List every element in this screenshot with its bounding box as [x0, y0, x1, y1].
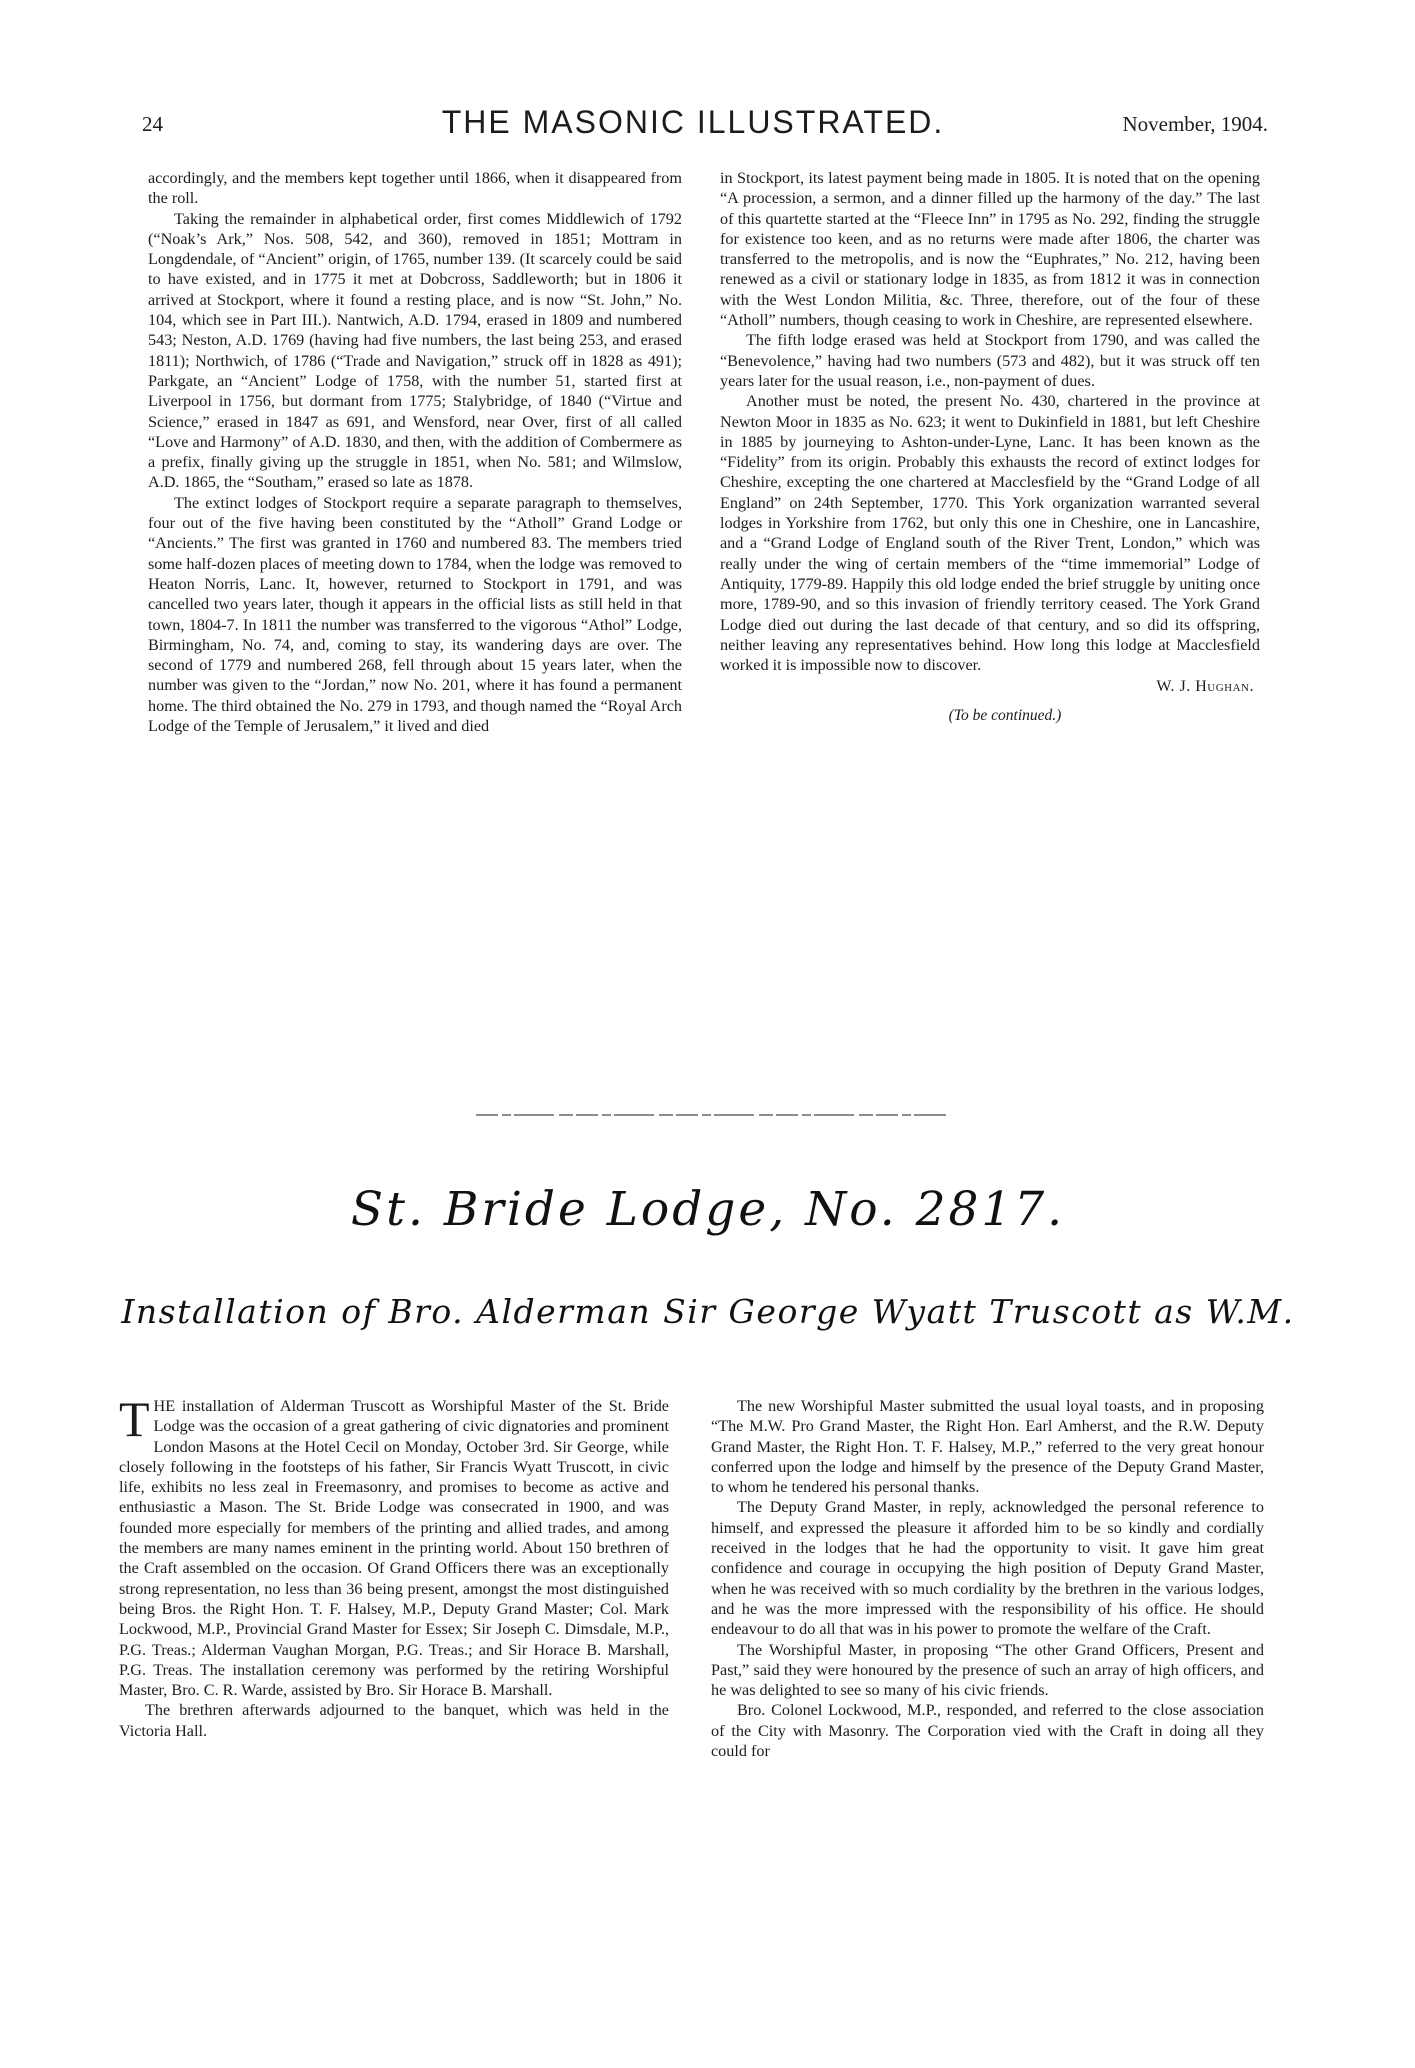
article-title: St. Bride Lodge, No. 2817.: [350, 1182, 1066, 1237]
issue-date: November, 1904.: [1122, 112, 1268, 136]
top-left-column: [148, 168, 682, 736]
paragraph: The new Worshipful Master submitted the usual loyal toasts, and in proposing “The M.W. Pro Grand Master, the Right Hon. Earl Amherst, and the R.W. Deputy Grand Master, the Right Hon. T. F. Halsey, M.P.,” referred to the very great honour conferred upon the lodge and himself by the presence of the Deputy Grand Master, to whom he tendered his personal thanks.: [711, 1397, 1264, 1497]
lead-paragraph: [119, 1391, 669, 1700]
author-signature: W. J. Hughan.: [1156, 678, 1254, 696]
paragraph: Bro. Colonel Lockwood, M.P., responded, and referred to the close association of the City with Masonry. The Corporation vied with the Craft in doing all they could for: [711, 1701, 1264, 1761]
paragraph: accordingly, and the members kept together until 1866, when it disappeared from the roll.: [148, 169, 682, 208]
paragraph: Taking the remainder in alphabetical order, first comes Middlewich of 1792 (“Noak’s Ark,” Nos. 508, 542, and 360), removed in 1851; Mottram in Longdendale, of “Ancient” origin, of 1765, number 139. (It scarcely could be said to have existed, and in 1775 it met at Dobcross, Saddleworth; but in 1806 it arrived at Stockport, where it found a resting place, and is now “St. John,” No. 104, which see in Part III.). Nantwich, A.D. 1794, erased in 1809 and numbered 543; Neston, A.D. 1769 (having had five numbers, the last being 253, and erased 1811); Northwich, of 1786 (“Trade and Navigation,” struck off in 1828 as 491); Parkgate, an “Ancient” Lodge of 1758, with the number 51, started first at Liverpool in 1756, but dormant from 1775; Stalybridge, of 1840 (“Virtue and Science,” erased in 1847 as 691, and Wensford, near Over, first of all called “Love and Harmony” of A.D. 1830, and then, with the addition of Combermere as a prefix, finally giving up the struggle in 1851, when No. 581; and Wilmslow, A.D. 1865, the “Southam,” erased so late as 1878.: [148, 209, 682, 492]
paragraph: The Worshipful Master, in proposing “The other Grand Officers, Present and Past,” said they were honoured by the presence of such an array of high officers, and he was delighted to see so many of his civic friends.: [711, 1640, 1264, 1700]
paragraph: in Stockport, its latest payment being made in 1805. It is noted that on the opening “A procession, a sermon, and a dinner filled up the harmony of the day.” The last of this quartette started at the “Fleece Inn” in 1795 as No. 292, finding the struggle for existence too keen, and as no returns were made after 1806, the charter was transferred to the metropolis, and is now the “Euphrates,” No. 212, having been renewed as a civil or stationary lodge in 1835, as from 1812 it was in connection with the West London Militia, &c. Three, therefore, out of the four of these “Atholl” numbers, though ceasing to work in Cheshire, are represented elsewhere.: [720, 169, 1260, 330]
continued-note: (To be continued.): [948, 706, 1062, 724]
article-right-column: [711, 1396, 1264, 1761]
article-subtitle: Installation of Bro. Alderman Sir George Wyatt Truscott as W.M.: [121, 1292, 1295, 1331]
masthead: THE MASONIC ILLUSTRATED.: [441, 104, 945, 140]
paragraph: The fifth lodge erased was held at Stockport from 1790, and was called the “Benevolence,” having had two numbers (573 and 482), but it was struck off ten years later for the usual reason, i.e., non-payment of dues.: [720, 331, 1260, 390]
paragraph: The extinct lodges of Stockport require a separate paragraph to themselves, four out of the five having been constituted by the “Atholl” Grand Lodge or “Ancients.” The first was granted in 1760 and numbered 83. The members tried some half-dozen places of meeting down to 1784, when the lodge was removed to Heaton Norris, Lanc. It, however, returned to Stockport in 1791, and was cancelled two years later, though it appears in the official lists as still held in that town, 1804-7. In 1811 the number was transferred to the vigorous “Athol” Lodge, Birmingham, No. 74, and, coming to stay, its wandering days are over. The second of 1779 and numbered 268, fell through about 15 years later, when the number was given to the “Jordan,” now No. 201, where it has found a permanent home. The third obtained the No. 279 in 1793, and though named the “Royal Arch Lodge of the Temple of Jerusalem,” it lived and died: [148, 493, 682, 736]
top-right-column: [720, 168, 1260, 726]
paragraph: The brethren afterwards adjourned to the banquet, which was held in the Victoria Hall.: [119, 1701, 669, 1740]
lead-paragraph-text: HE installation of Alderman Truscott as Worshipful Master of the St. Bride Lodge was the occasion of a great gathering of civic dignatories and prominent London Masons at the Hotel Cecil on Monday, October 3rd. Sir George, while closely following in the footsteps of his father, Sir Francis Wyatt Truscott, in civic life, exhibits no less zeal in Freemasonry, and promises to become as active and enthusiastic a Mason. The St. Bride Lodge was consecrated in 1900, and was founded more especially for members of the printing and allied trades, and among the members are many names eminent in the printing world. About 150 brethren of the Craft assembled on the occasion. Of Grand Officers there was an exceptionally strong representation, no less than 36 being present, amongst the most distinguished being Bros. the Right Hon. T. F. Halsey, M.P., Deputy Grand Master; Col. Mark Lockwood, M.P., Provincial Grand Master for Essex; Sir Joseph C. Dimsdale, M.P., P.G. Treas.; Alderman Vaughan Morgan, P.G. Treas.; and Sir Horace B. Marshall, P.G. Treas. The installation ceremony was performed by the retiring Worshipful Master, Bro. C. R. Warde, assisted by Bro. Sir Horace B. Marshall.: [119, 1397, 669, 1700]
article-left-column: [119, 1391, 669, 1741]
page-number: 24: [142, 112, 163, 136]
paragraph: Another must be noted, the present No. 430, chartered in the province at Newton Moor in 1835 as No. 623; it went to Dukinfield in 1881, but left Cheshire in 1885 by journeying to Ashton-under-Lyne, Lanc. It has been known as the “Fidelity” from its origin. Probably this exhausts the record of extinct lodges for Cheshire, excepting the one chartered at Macclesfield by the “Grand Lodge of all England” on 24th September, 1770. This York organization warranted several lodges in Yorkshire from 1762, but only this one in Cheshire, one in Lancashire, and a “Grand Lodge of England south of the River Trent, London,” which was really under the wing of certain members of the “time immemorial” Lodge of Antiquity, 1779-89. Happily this old lodge ended the brief struggle by uniting once more, 1789-90, and so this invasion of friendly territory ceased. The York Grand Lodge died out during the last decade of that century, and so did its offspring, neither leaving any representatives behind. How long this lodge at Macclesfield worked it is impossible now to discover.: [720, 392, 1260, 675]
section-divider: [476, 1112, 946, 1118]
drop-cap: T: [119, 1391, 150, 1447]
paragraph: The Deputy Grand Master, in reply, acknowledged the personal reference to himself, and expressed the pleasure it afforded him to be so kindly and cordially received in the lodges that he had the opportunity to visit. It gave him great confidence and courage in occupying the high position of Deputy Grand Master, when he was received with so much cordiality by the brethren in the various lodges, and he was the more impressed with the responsibility of his office. He should endeavour to do all that was in his power to promote the welfare of the Craft.: [711, 1498, 1264, 1639]
page-header: [118, 104, 1268, 144]
